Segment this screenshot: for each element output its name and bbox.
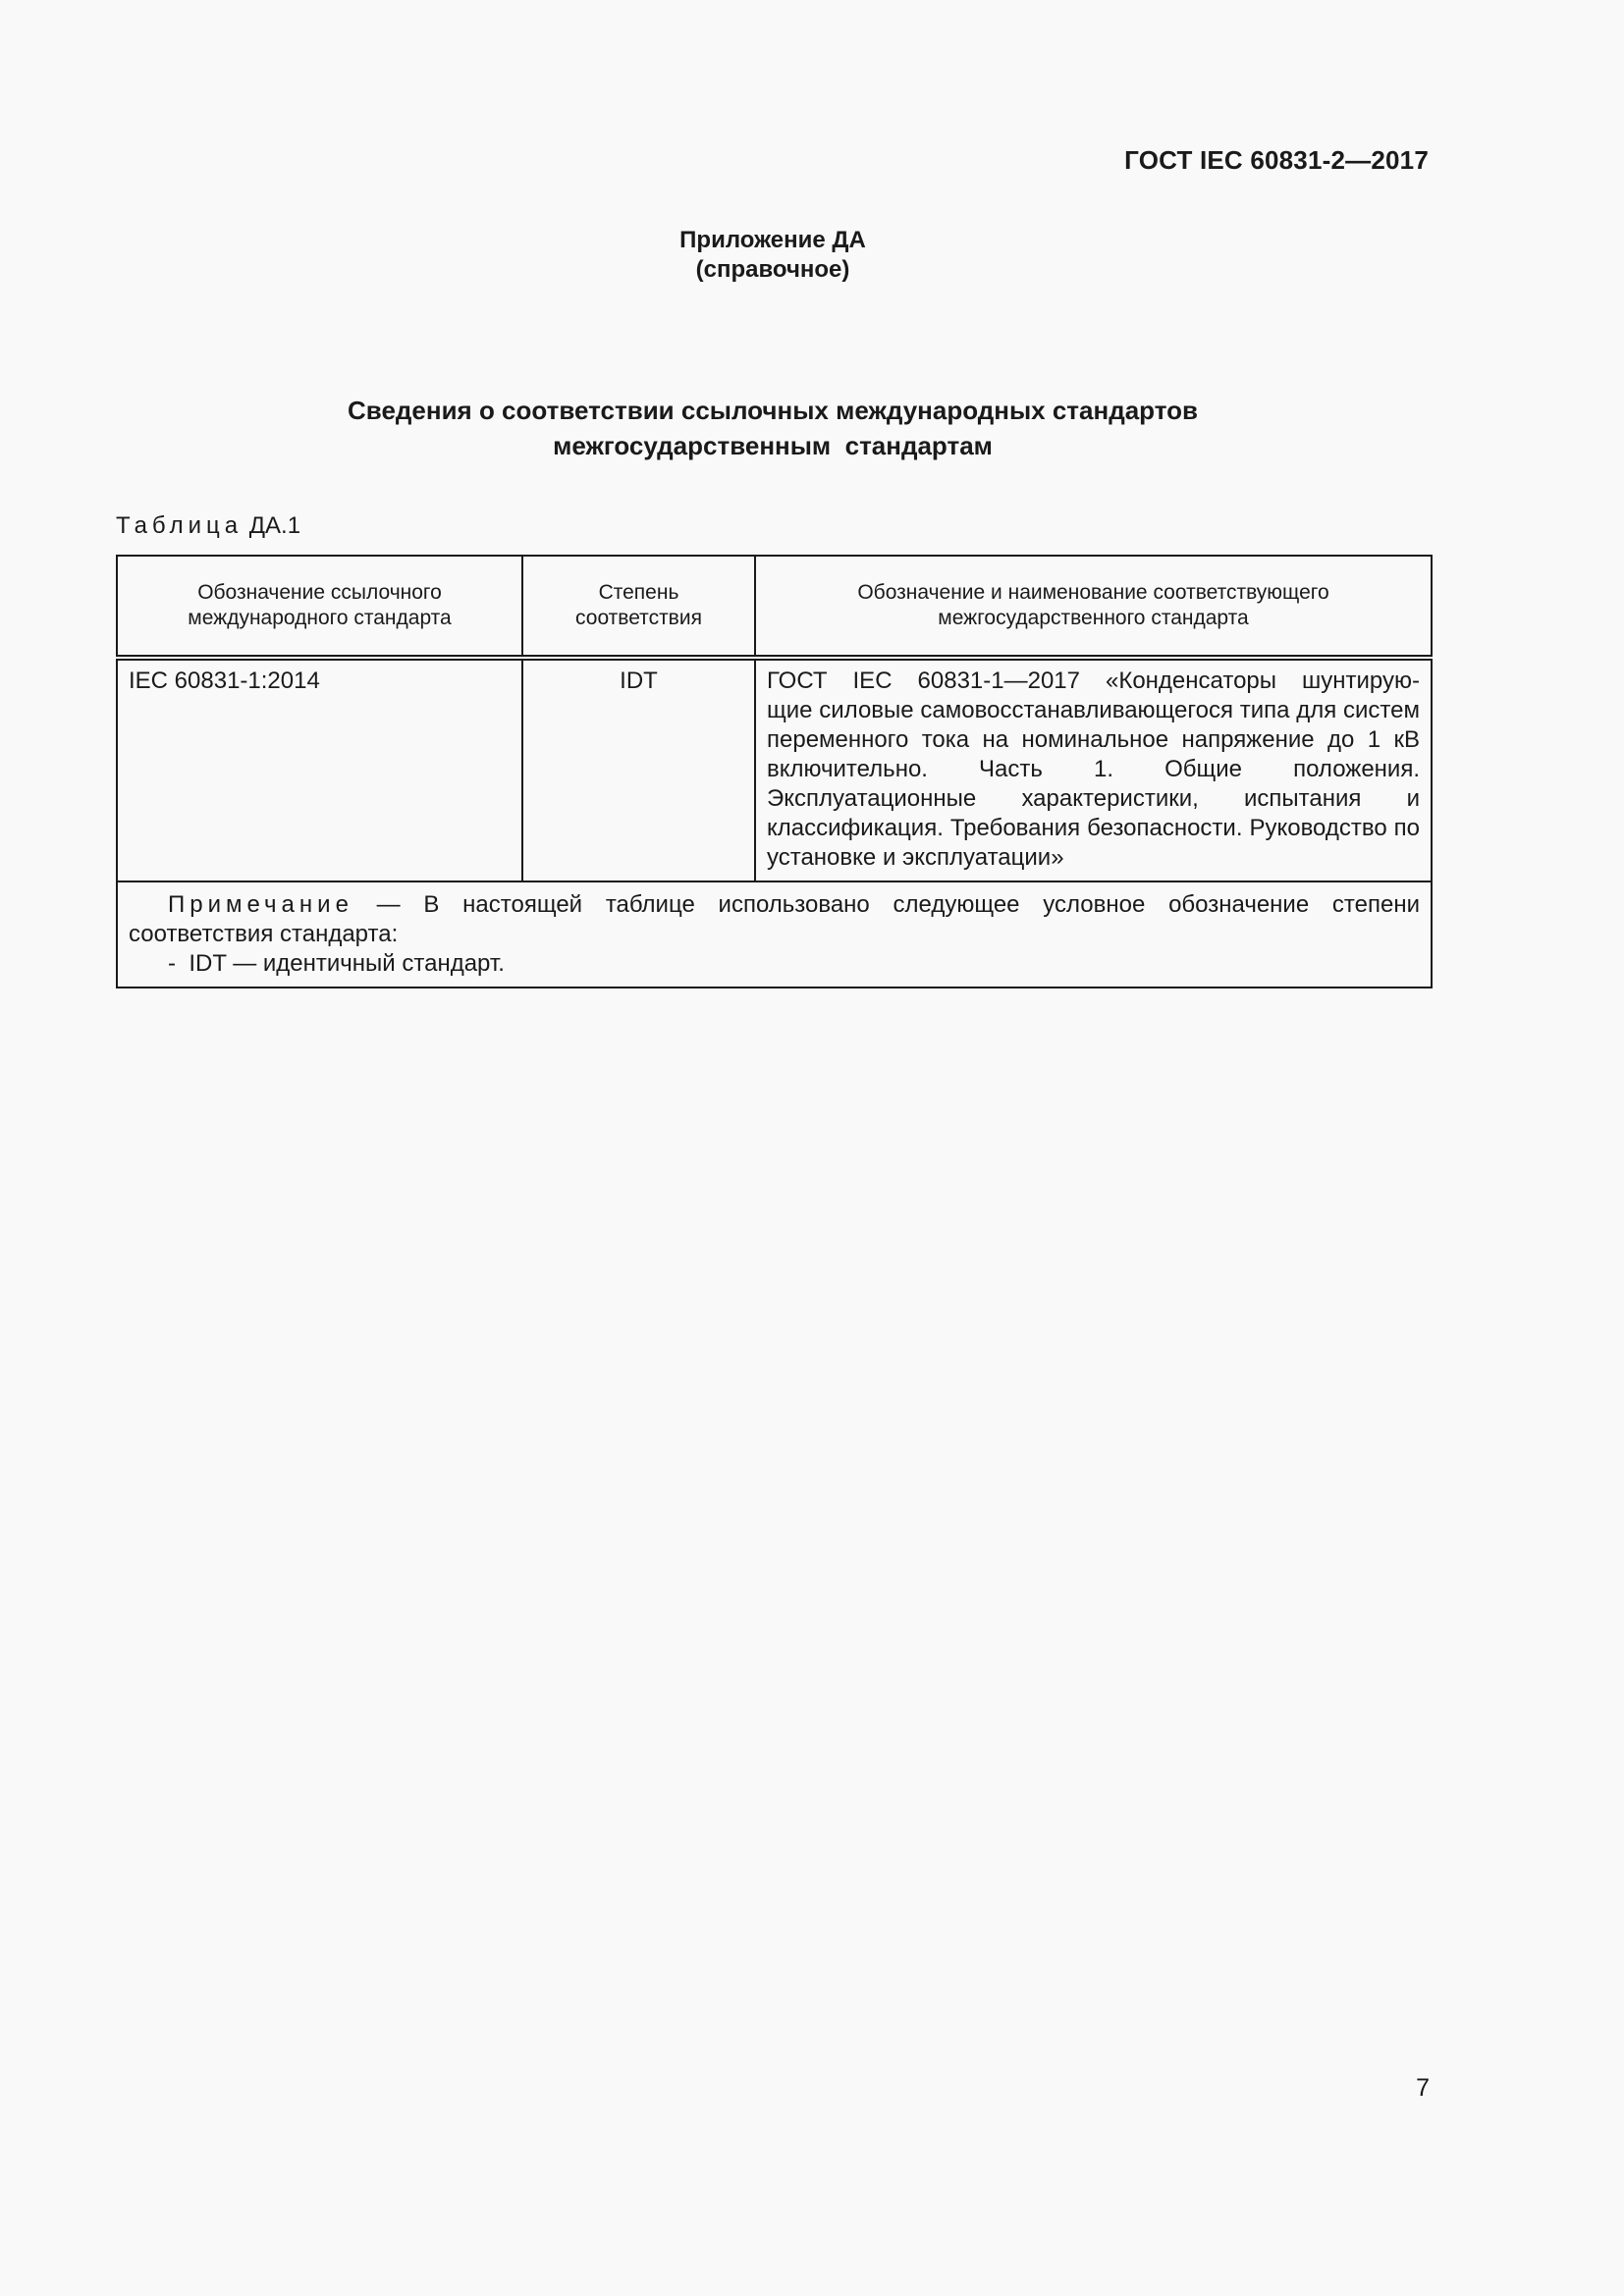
cell-name-rest: щие силовые самовосстанавливающегося типа для систем переменного тока на номинальное напряжение до 1 кВ включительно. Часть 1. Общие положения. Эксплуатационные характеристики, испытания и классификация. Требования безопасности. Руководство по установке и эксплуатации» (767, 697, 1420, 871)
section-title (0, 393, 1545, 463)
table-note (117, 881, 1432, 988)
section-title-line-2: межгосударственным стандартам (553, 431, 993, 460)
table-caption (116, 512, 300, 540)
section-title-line-1: Сведения о соответствии ссылочных международных стандартов (348, 396, 1198, 425)
correspondence-table (116, 555, 1433, 988)
cell-name-first-line: ГОСТ IEC 60831-1—2017 «Конденсаторы шунтирую- (767, 667, 1420, 694)
header-cell-degree: Степень соответствия (522, 556, 755, 658)
appendix-title: Приложение ДА (679, 227, 866, 253)
table-caption-number: ДА.1 (248, 512, 301, 539)
appendix-heading (0, 226, 1545, 285)
page-number: 7 (1416, 2074, 1430, 2102)
note-label: Примечание (168, 891, 353, 918)
table-header-row (117, 556, 1432, 658)
note-first-line (129, 890, 1420, 920)
note-text-line-1: — В настоящей таблице использовано следующее условное обозначение степени (376, 891, 1420, 918)
header-cell-standard: Обозначение ссылочного международного стандарта (117, 556, 522, 658)
cell-degree: IDT (522, 658, 755, 881)
cell-standard: IEC 60831-1:2014 (117, 658, 522, 881)
note-text-line-2: соответствия стандарта: (129, 921, 399, 947)
note-item: - IDT — идентичный стандарт. (168, 950, 505, 977)
cell-name (755, 658, 1432, 881)
appendix-subtitle: (справочное) (695, 256, 850, 283)
header-cell-name: Обозначение и наименование соответствующего межгосударственного стандарта (755, 556, 1432, 658)
table-row (117, 658, 1432, 881)
table-note-row (117, 881, 1432, 988)
table-caption-label: Таблица (116, 512, 244, 539)
document-code-header: ГОСТ IEC 60831-2—2017 (1124, 145, 1429, 175)
